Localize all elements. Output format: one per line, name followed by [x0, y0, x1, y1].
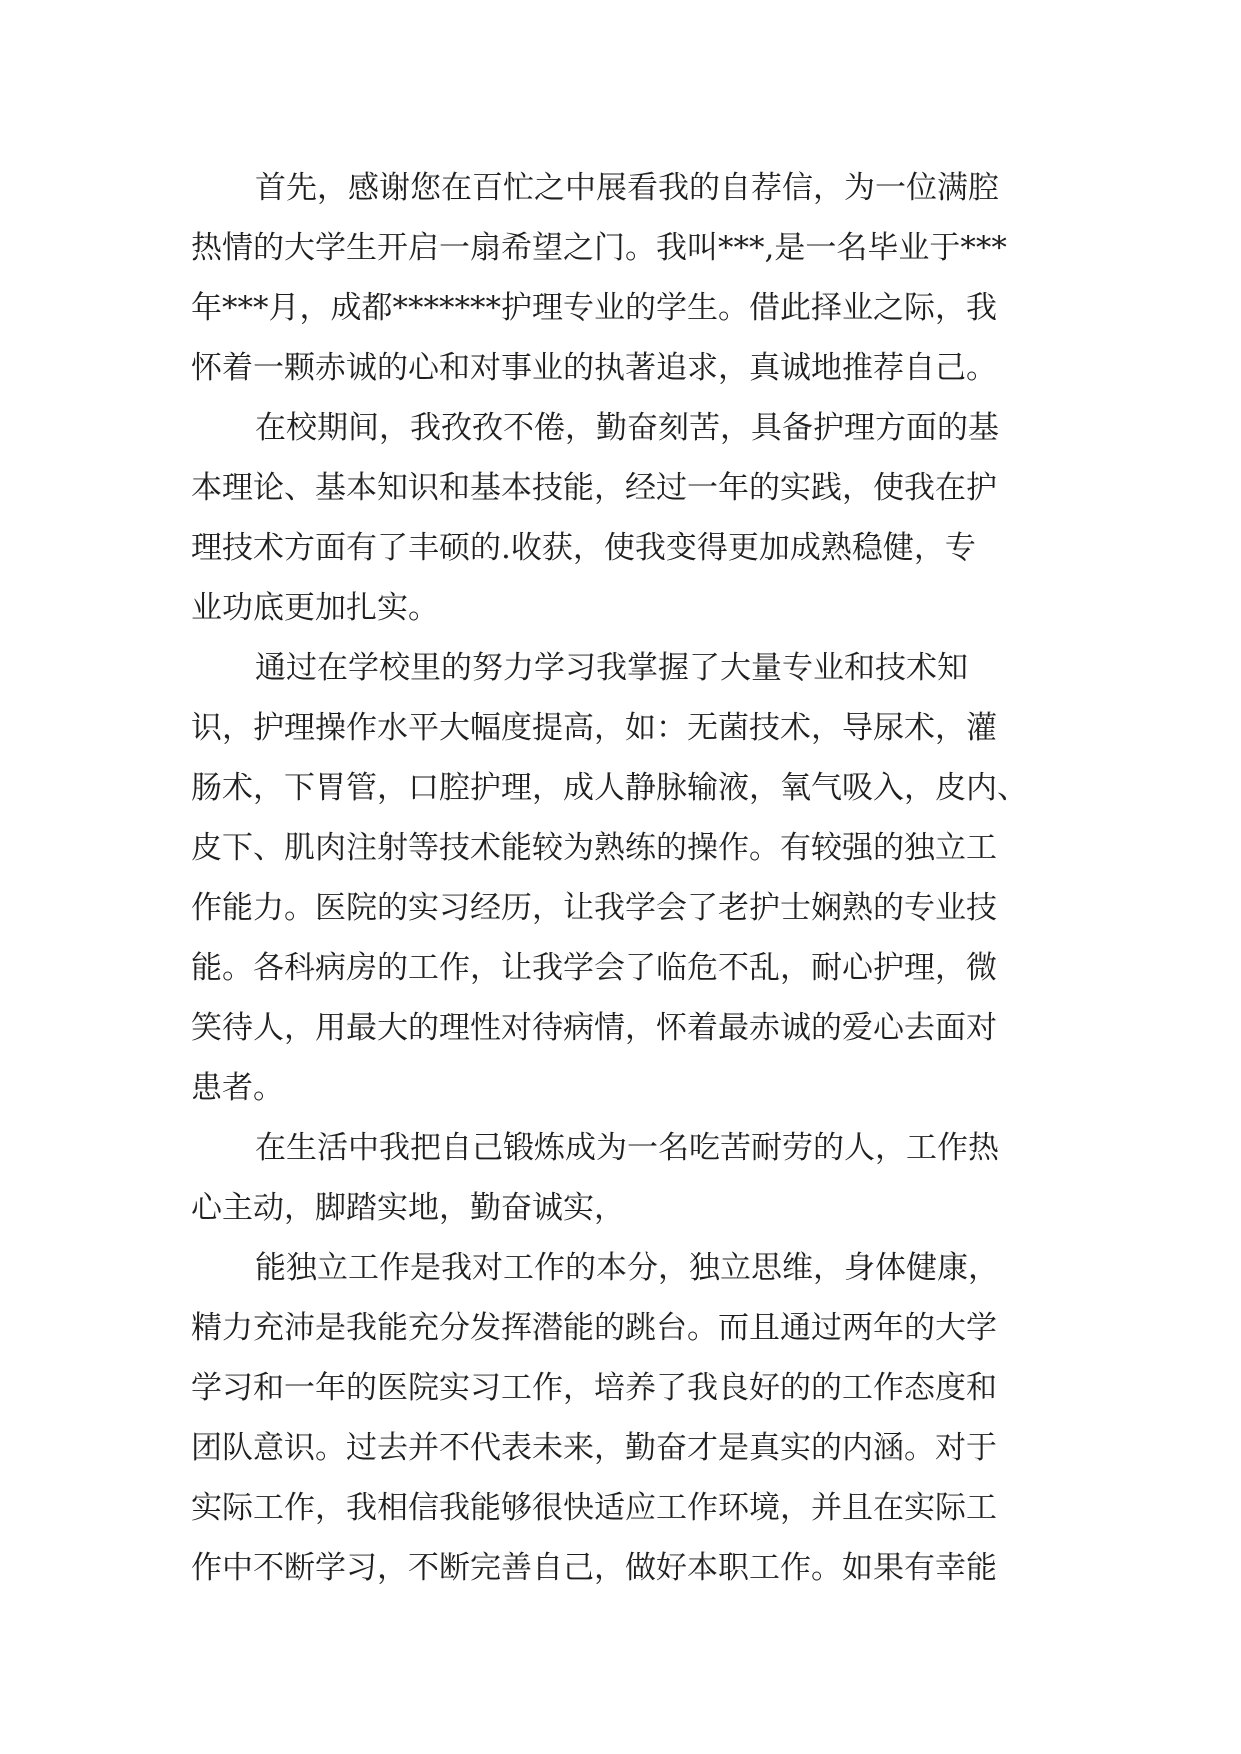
- paragraph-1-line-4: 怀着一颗赤诚的心和对事业的执著追求，真诚地推荐自己。: [191, 350, 997, 386]
- paragraph-3-line-7: 笑待人，用最大的理性对待病情，怀着最赤诚的爱心去面对: [191, 1010, 997, 1046]
- paragraph-1-line-2: 热情的大学生开启一扇希望之门。我叫***,是一名毕业于***: [191, 230, 1007, 266]
- paragraph-2-line-1: 在校期间，我孜孜不倦，勤奋刻苦，具备护理方面的基: [255, 410, 999, 446]
- paragraph-2-line-2: 本理论、基本知识和基本技能，经过一年的实践，使我在护: [191, 470, 997, 506]
- paragraph-5-line-6: 作中不断学习，不断完善自己，做好本职工作。如果有幸能: [191, 1550, 997, 1586]
- paragraph-2-line-3: 理技术方面有了丰硕的.收获，使我变得更加成熟稳健，专: [191, 530, 976, 566]
- paragraph-4-line-2: 心主动，脚踏实地，勤奋诚实，: [191, 1190, 625, 1226]
- paragraph-3-line-1: 通过在学校里的努力学习我掌握了大量专业和技术知: [255, 650, 968, 686]
- paragraph-3-line-8: 患者。: [191, 1070, 284, 1106]
- paragraph-1-line-3: 年***月，成都*******护理专业的学生。借此择业之际，我: [191, 290, 997, 326]
- paragraph-5-line-5: 实际工作，我相信我能够很快适应工作环境，并且在实际工: [191, 1490, 997, 1526]
- paragraph-1-line-1: 首先，感谢您在百忙之中展看我的自荐信，为一位满腔: [255, 170, 999, 206]
- letter-body: [191, 158, 1061, 1598]
- paragraph-3-line-4: 皮下、肌肉注射等技术能较为熟练的操作。有较强的独立工: [191, 830, 997, 866]
- paragraph-3-line-2: 识，护理操作水平大幅度提高，如：无菌技术，导尿术，灌: [191, 710, 997, 746]
- paragraph-3-line-5: 作能力。医院的实习经历，让我学会了老护士娴熟的专业技: [191, 890, 997, 926]
- paragraph-5-line-2: 精力充沛是我能充分发挥潜能的跳台。而且通过两年的大学: [191, 1310, 997, 1346]
- paragraph-3-line-3: 肠术，下胃管，口腔护理，成人静脉输液，氧气吸入，皮内、: [191, 770, 1028, 806]
- paragraph-5-line-1: 能独立工作是我对工作的本分，独立思维，身体健康，: [255, 1250, 999, 1286]
- paragraph-4-line-1: 在生活中我把自己锻炼成为一名吃苦耐劳的人，工作热: [255, 1130, 999, 1166]
- paragraph-3-line-6: 能。各科病房的工作，让我学会了临危不乱，耐心护理，微: [191, 950, 997, 986]
- paragraph-2-line-4: 业功底更加扎实。: [191, 590, 439, 626]
- paragraph-5-line-4: 团队意识。过去并不代表未来，勤奋才是真实的内涵。对于: [191, 1430, 997, 1466]
- paragraph-5-line-3: 学习和一年的医院实习工作，培养了我良好的的工作态度和: [191, 1370, 997, 1406]
